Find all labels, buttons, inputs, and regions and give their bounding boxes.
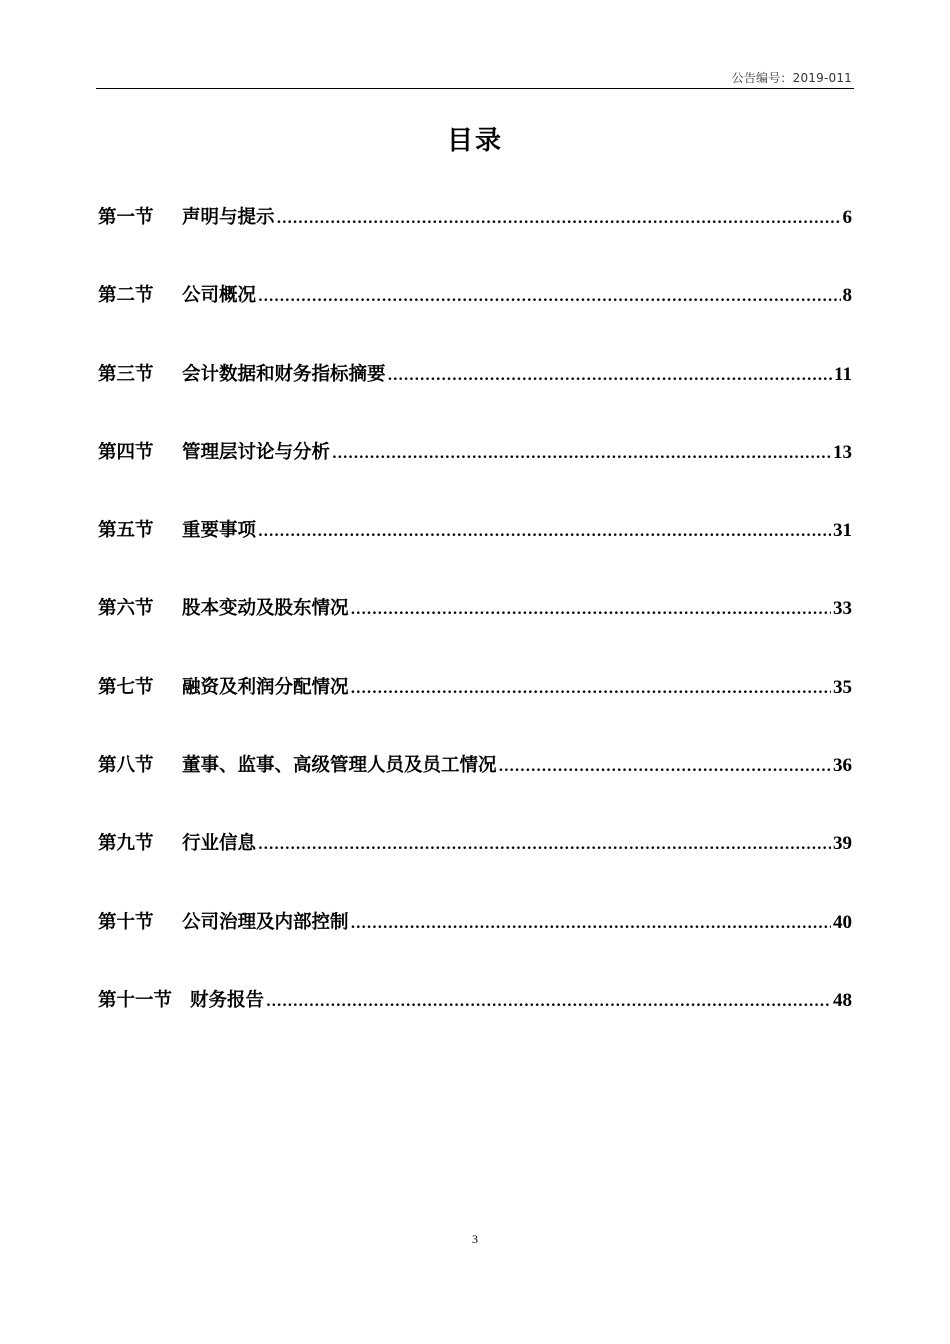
toc-section-title: 行业信息 bbox=[182, 833, 257, 855]
toc-section-title: 声明与提示 bbox=[182, 207, 275, 228]
toc-section-number: 第二节 bbox=[98, 285, 154, 307]
toc-section-number: 第四节 bbox=[98, 441, 154, 463]
toc-page-number: 35 bbox=[833, 676, 852, 698]
toc-section-number: 第六节 bbox=[98, 598, 154, 620]
toc-page-number: 33 bbox=[833, 598, 852, 620]
toc-section-title: 财务报告 bbox=[190, 989, 265, 1011]
toc-entry-label bbox=[98, 986, 264, 1012]
toc-section-number: 第八节 bbox=[98, 755, 154, 777]
toc-leader-dots bbox=[499, 759, 831, 775]
toc-page-number: 48 bbox=[833, 989, 852, 1011]
page-header bbox=[96, 64, 854, 89]
toc-entry-7[interactable] bbox=[98, 673, 852, 751]
toc-entry-label bbox=[98, 281, 256, 307]
toc-page-number: 31 bbox=[833, 520, 852, 542]
toc-entry-6[interactable] bbox=[98, 594, 852, 672]
toc-leader-dots bbox=[388, 368, 833, 384]
toc-entry-4[interactable] bbox=[98, 438, 852, 516]
toc-section-number: 第五节 bbox=[98, 520, 154, 542]
toc-entry-label bbox=[98, 829, 256, 855]
toc-page-number: 36 bbox=[833, 755, 852, 777]
toc-entry-label bbox=[98, 673, 349, 699]
toc-leader-dots bbox=[266, 994, 831, 1010]
toc-entry-label bbox=[98, 908, 349, 934]
toc-entry-8[interactable] bbox=[98, 751, 852, 829]
toc-leader-dots bbox=[332, 446, 831, 462]
toc-section-title: 管理层讨论与分析 bbox=[182, 441, 331, 463]
toc-section-number: 第十节 bbox=[98, 911, 154, 933]
toc-page-number: 11 bbox=[834, 363, 852, 385]
toc-entry-9[interactable] bbox=[98, 829, 852, 907]
toc-entry-1[interactable] bbox=[98, 203, 852, 281]
toc-entry-label bbox=[98, 751, 497, 777]
toc-section-number: 第十一节 bbox=[98, 989, 173, 1011]
toc-entry-3[interactable] bbox=[98, 360, 852, 438]
toc-entry-2[interactable] bbox=[98, 281, 852, 359]
toc-section-number: 第九节 bbox=[98, 833, 154, 855]
toc-page-number: 8 bbox=[842, 285, 852, 307]
toc-leader-dots bbox=[258, 524, 831, 540]
toc-section-title: 重要事项 bbox=[182, 520, 257, 542]
toc-entry-5[interactable] bbox=[98, 516, 852, 594]
toc-entry-label bbox=[98, 516, 256, 542]
toc-section-title: 会计数据和财务指标摘要 bbox=[182, 363, 386, 385]
toc-entry-10[interactable] bbox=[98, 908, 852, 986]
toc-leader-dots bbox=[258, 289, 840, 305]
toc-page-number: 39 bbox=[833, 833, 852, 855]
toc-entry-label bbox=[98, 203, 275, 229]
toc-section-title: 公司治理及内部控制 bbox=[182, 911, 349, 933]
toc-page-number: 13 bbox=[833, 441, 852, 463]
toc-entry-label bbox=[98, 438, 330, 464]
toc-leader-dots bbox=[277, 211, 841, 227]
toc-section-number: 第七节 bbox=[98, 676, 154, 698]
table-of-contents bbox=[98, 203, 852, 1064]
announcement-code: 公告编号：2019-011 bbox=[731, 71, 852, 85]
page-title: 目录 bbox=[446, 126, 503, 156]
toc-entry-11[interactable] bbox=[98, 986, 852, 1064]
toc-entry-label bbox=[98, 594, 349, 620]
toc-section-number: 第三节 bbox=[98, 363, 154, 385]
toc-leader-dots bbox=[258, 837, 831, 853]
toc-leader-dots bbox=[351, 681, 831, 697]
toc-leader-dots bbox=[351, 916, 831, 932]
toc-section-title: 股本变动及股东情况 bbox=[182, 598, 349, 620]
toc-page-number: 6 bbox=[842, 207, 852, 228]
page-number: 3 bbox=[472, 1232, 478, 1246]
toc-section-title: 融资及利润分配情况 bbox=[182, 676, 349, 698]
toc-section-title: 公司概况 bbox=[182, 285, 257, 307]
toc-entry-label bbox=[98, 360, 386, 386]
toc-section-title: 董事、监事、高级管理人员及员工情况 bbox=[182, 755, 497, 777]
toc-section-number: 第一节 bbox=[98, 207, 154, 228]
toc-page-number: 40 bbox=[833, 911, 852, 933]
toc-leader-dots bbox=[351, 602, 831, 618]
